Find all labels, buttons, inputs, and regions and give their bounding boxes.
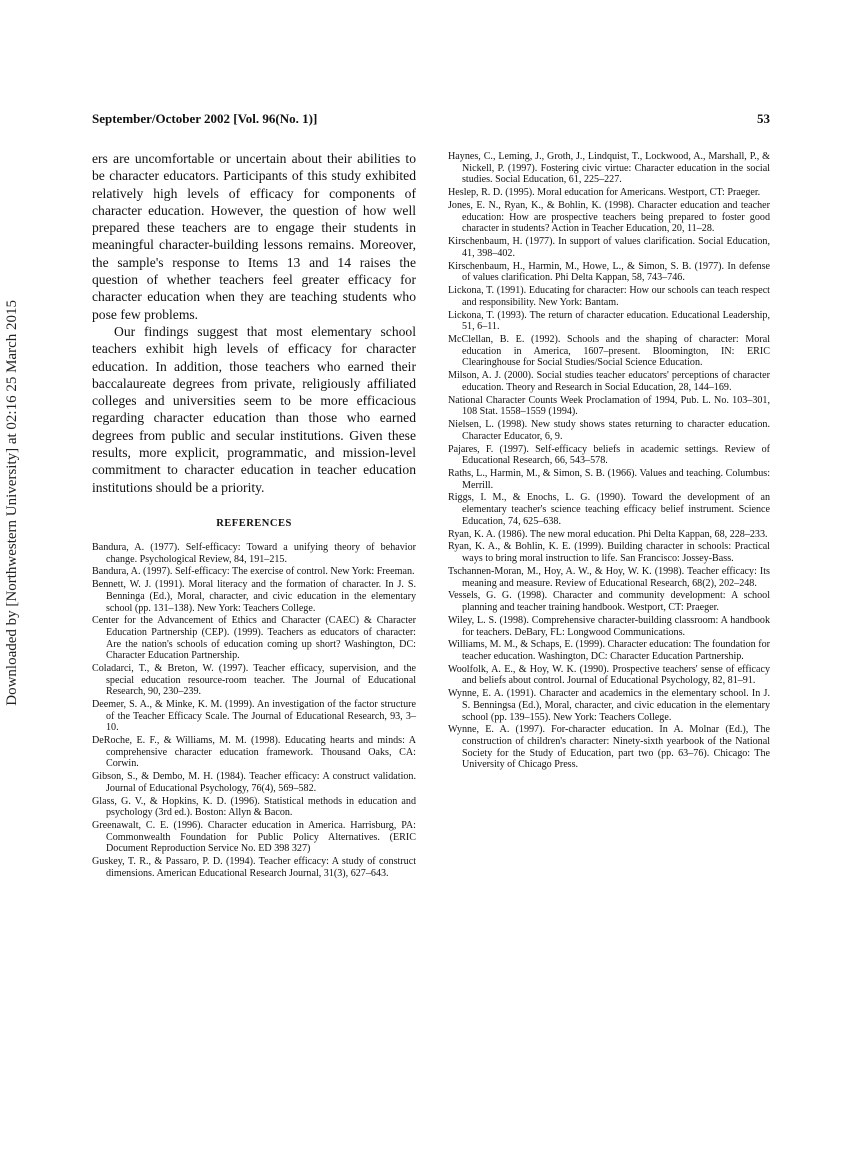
reference-entry: Bandura, A. (1977). Self-efficacy: Toward a unifying theory of behavior change. Psychological Review, 84, 191–215.: [92, 541, 416, 565]
reference-entry: Glass, G. V., & Hopkins, K. D. (1996). Statistical methods in education and psychology (3rd ed.). Boston: Allyn & Bacon.: [92, 795, 416, 819]
reference-entry: National Character Counts Week Proclamation of 1994, Pub. L. No. 103–301, 108 Stat. 1558–1559 (1994).: [448, 394, 770, 418]
references-heading: REFERENCES: [216, 517, 292, 529]
reference-entry: Jones, E. N., Ryan, K., & Bohlin, K. (1998). Character education and teacher education: How are prospective teachers being prepared to foster good character in students? Action in Teacher Education, 20, 11–28.: [448, 199, 770, 235]
reference-entry: Riggs, I. M., & Enochs, L. G. (1990). Toward the development of an elementary teacher's science teaching efficacy belief instrument. Science Education, 74, 625–638.: [448, 492, 770, 527]
reference-entry: Milson, A. J. (2000). Social studies teacher educators' perceptions of character education. Theory and Research in Social Education, 28, 144–169.: [448, 370, 770, 393]
body-paragraph: ers are uncomfortable or uncertain about their abilities to be character educators. Participants of this study exhibited relatively high levels of efficacy for components of character education. However, the question of how well prepared these teachers are to engage their students in meaningful character-building lessons remains. Moreover, the sample's response to Items 13 and 14 raises the question of whether teachers feel greater efficacy for character education when they are teaching students who pose few problems.: [92, 151, 416, 322]
reference-entry: Ryan, K. A. (1986). The new moral education. Phi Delta Kappan, 68, 228–233.: [448, 528, 768, 540]
reference-entry: Coladarci, T., & Breton, W. (1997). Teacher efficacy, supervision, and the special education resource-room teacher. The Journal of Educational Research, 90, 230–239.: [92, 663, 416, 698]
right-column: [448, 151, 770, 772]
reference-entry: Raths, L., Harmin, M., & Simon, S. B. (1966). Values and teaching. Columbus: Merrill.: [448, 468, 770, 491]
reference-entry: Wynne, E. A. (1991). Character and academics in the elementary school. In J. S. Benningsa (Ed.), Moral, character, and civic education in the elementary school (pp. 139–155). New York: Teachers College.: [448, 688, 770, 723]
left-column: [92, 150, 416, 881]
download-watermark: [2, 300, 22, 720]
reference-entry: Ryan, K. A., & Bohlin, K. E. (1999). Building character in schools: Practical ways to bring moral instruction to life. San Francisco: Jossey-Bass.: [448, 541, 770, 565]
reference-entry: Kirschenbaum, H. (1977). In support of values clarification. Social Education, 41, 398–402.: [448, 236, 770, 259]
reference-list-right: [448, 151, 770, 771]
reference-entry: Wynne, E. A. (1997). For-character education. In A. Molnar (Ed.), The construction of children's character: Ninety-sixth yearbook of the National Society for the Study of Education, part two (pp. 63–76). Chicago: The University of Chicago Press.: [448, 724, 770, 771]
reference-entry: Haynes, C., Leming, J., Groth, J., Lindquist, T., Lockwood, A., Marshall, P., & Nickell, P. (1997). Fostering civic virtue: Character education in the social studies. Social Education, 61, 225–227.: [448, 151, 770, 186]
reference-entry: Wiley, L. S. (1998). Comprehensive character-building classroom: A handbook for teachers. DeBary, FL: Longwood Communications.: [448, 614, 770, 638]
reference-entry: Woolfolk, A. E., & Hoy, W. K. (1990). Prospective teachers' sense of efficacy and beliefs about control. Journal of Educational Psychology, 82, 81–91.: [448, 663, 770, 687]
reference-entry: Tschannen-Moran, M., Hoy, A. W., & Hoy, W. K. (1998). Teacher efficacy: Its meaning and measure. Review of Educational Research, 68(2), 202–248.: [448, 565, 770, 589]
reference-entry: Pajares, F. (1997). Self-efficacy beliefs in academic settings. Review of Educational Research, 66, 543–578.: [448, 443, 770, 467]
reference-entry: Nielsen, L. (1998). New study shows states returning to character education. Character Educator, 6, 9.: [448, 419, 770, 442]
reference-entry: Kirschenbaum, H., Harmin, M., Howe, L., & Simon, S. B. (1977). In defense of values clarification. Phi Delta Kappan, 58, 743–746.: [448, 260, 770, 284]
reference-entry: Gibson, S., & Dembo, M. H. (1984). Teacher efficacy: A construct validation. Journal of Educational Psychology, 76(4), 569–582.: [92, 771, 416, 794]
reference-list-left: [92, 542, 416, 880]
reference-entry: Lickona, T. (1991). Educating for character: How our schools can teach respect and responsibility. New York: Bantam.: [448, 285, 770, 308]
reference-entry: Bennett, W. J. (1991). Moral literacy and the formation of character. In J. S. Benninga (Ed.), Moral, character, and civic education in the elementary school (pp. 131–138). New York: Teachers College.: [92, 579, 416, 614]
reference-entry: Lickona, T. (1993). The return of character education. Educational Leadership, 51, 6–11.: [448, 309, 770, 333]
reference-entry: Greenawalt, C. E. (1996). Character education in America. Harrisburg, PA: Commonwealth Foundation for Public Policy Alternatives. (ERIC Document Reproduction Service No. ED 398 327): [92, 820, 416, 855]
page-number: 53: [757, 111, 770, 126]
reference-entry: DeRoche, E. F., & Williams, M. M. (1998). Educating hearts and minds: A comprehensive character education framework. Thousand Oaks, CA: Corwin.: [92, 735, 416, 770]
reference-entry: Vessels, G. G. (1998). Character and community development: A school planning and teacher training handbook. Westport, CT: Praeger.: [448, 590, 770, 614]
reference-entry: Center for the Advancement of Ethics and Character (CAEC) & Character Education Partnership (CEP). (1999). Teachers as educators of character: Are the nation's schools of education coming up short? Washington, DC: Character Education Partnership.: [92, 615, 416, 662]
reference-entry: Bandura, A. (1997). Self-efficacy: The exercise of control. New York: Freeman.: [92, 566, 415, 578]
body-paragraph: Our findings suggest that most elementary school teachers exhibit high levels of efficacy for character education. In addition, those teachers who earned their baccalaureate degrees from private, religiously affiliated colleges and universities seem to be more efficacious regarding character education than those who earned degrees from public and secular institutions. Given these results, more explicit, programmatic, and mission-level commitment to character education in teacher education institutions should be a priority.: [92, 323, 416, 495]
download-watermark-text: Downloaded by [Northwestern University] at 02:16 25 March 2015: [4, 300, 20, 706]
running-header: [92, 111, 770, 129]
reference-entry: McClellan, B. E. (1992). Schools and the shaping of character: Moral education in America, 1607–present. Bloomington, IN: ERIC Clearinghouse for Social Studies/Social Science Education.: [448, 333, 770, 369]
reference-entry: Guskey, T. R., & Passaro, P. D. (1994). Teacher efficacy: A study of construct dimensions. American Educational Research Journal, 31(3), 627–643.: [92, 856, 416, 879]
reference-entry: Deemer, S. A., & Minke, K. M. (1999). An investigation of the factor structure of the Teacher Efficacy Scale. The Journal of Educational Research, 93, 3–10.: [92, 699, 416, 734]
reference-entry: Williams, M. M., & Schaps, E. (1999). Character education: The foundation for teacher education. Washington, DC: Character Education Partnership.: [448, 639, 770, 662]
reference-entry: Heslep, R. D. (1995). Moral education for Americans. Westport, CT: Praeger.: [448, 187, 761, 199]
journal-issue: September/October 2002 [Vol. 96(No. 1)]: [92, 111, 318, 126]
